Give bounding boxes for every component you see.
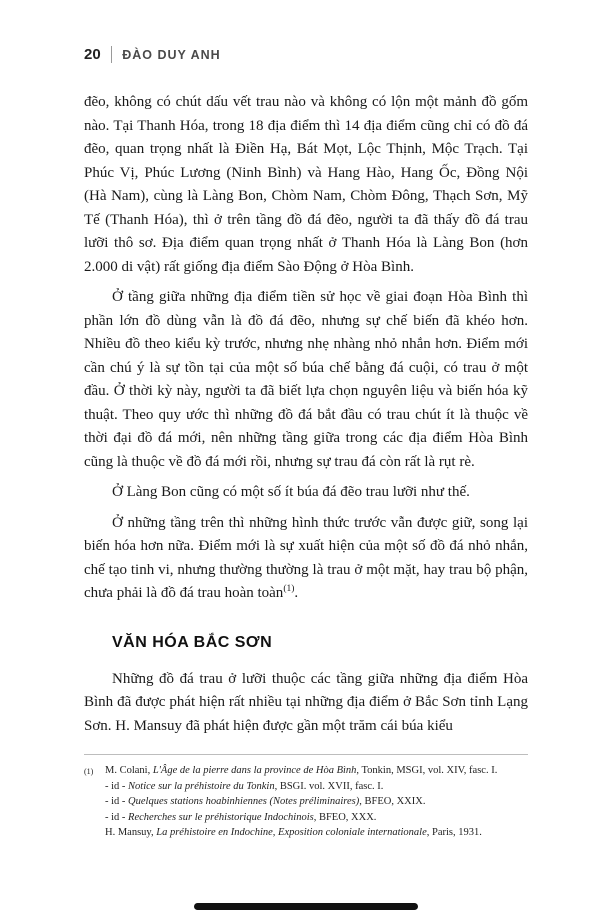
footnote-segment: - id - — [105, 780, 129, 792]
footnote-separator — [84, 754, 528, 755]
footnote-segment: , Tonkin, MSGI, vol. XIV, fasc. I. — [356, 765, 498, 776]
footnote-segment: Quelques stations hoabinhiennes (Notes préliminaires) — [128, 796, 360, 807]
home-indicator[interactable] — [194, 903, 418, 910]
content-column — [84, 46, 528, 841]
footnotes — [84, 763, 528, 841]
paragraph: Ở tầng giữa những địa điểm tiền sử học về giai đoạn Hòa Bình thì phần lớn đồ dùng vẫn là đồ đá đẽo, nhưng sự chế biến đã khéo hơn. Nhiều đồ theo kiểu kỳ trước, nhưng nhẹ nhàng nhỏ nhắn hơn. Điểm mới cần chú ý là sự tồn tại của một số búa chế bằng đá cuội, có trau ở một đầu. Ở thời kỳ này, người ta đã biết lựa chọn nguyên liệu và biến hóa kỹ thuật. Theo quy ước thì những đồ đá bắt đầu có trau chút ít là thuộc về thời đại đồ đá mới, nên những tầng giữa trong các địa điểm Hòa Bình cũng là thuộc về đồ đá mới rồi, nhưng sự trau đá còn rất là rụt rè. — [84, 289, 528, 470]
footnote-segment: Recherches sur le préhistorique Indochinois — [128, 811, 314, 823]
body-text — [84, 91, 528, 738]
footnote-segment: L'Âge de la pierre dans la province de Hòa Bình — [152, 765, 357, 776]
footnote-ref[interactable]: (1) — [283, 584, 295, 594]
footnote-line — [84, 763, 528, 779]
running-header — [84, 46, 528, 63]
paragraph-text: Ở những tầng trên thì những hình thức trước vẫn được giữ, song lại biến hóa hơn nữa. Điểm mới là sự xuất hiện của một số đồ đá nhỏ nhắn, chế tạo tinh vi, nhưng thường thường là trau ở một mặt, hay trau bộ phận, chưa phải là đồ đá trau hoàn toàn — [84, 514, 528, 601]
footnote-segment: , BFEO, XXIX. — [359, 796, 426, 807]
paragraph: Những đồ đá trau ở lưỡi thuộc các tầng giữa những địa điểm Hòa Bình đã được phát hiện rất nhiều tại những địa điểm ở Bắc Sơn tỉnh Lạng Sơn. H. Mansuy đã phát hiện được gần một trăm cái búa kiểu — [84, 670, 528, 734]
section-heading: VĂN HÓA BẮC SƠN — [112, 633, 273, 651]
footnote-segment: - id - — [105, 811, 129, 823]
header-divider — [111, 46, 113, 63]
footnote-marker: (1) — [84, 767, 94, 776]
footnote-segment: La préhistoire en Indochine, Exposition coloniale internationale — [156, 827, 427, 838]
footnote-segment: , Paris, 1931. — [426, 827, 482, 838]
footnote-segment: - id - — [105, 796, 129, 807]
footnote-segment: , BFEO, XXX. — [313, 811, 377, 823]
footnote-segment: Notice sur la préhistoire du Tonkin — [128, 780, 275, 792]
footnote-line — [84, 779, 528, 795]
running-title: ĐÀO DUY ANH — [122, 47, 221, 62]
footnote-segment: M. Colani, — [105, 765, 153, 776]
paragraph — [84, 512, 528, 606]
footnote-line — [84, 794, 528, 810]
footnote-line — [84, 810, 528, 826]
paragraph: đẽo, không có chút dấu vết trau nào và không có lộn một mảnh đồ gốm nào. Tại Thanh Hóa, trong 18 địa điểm thì 14 địa điểm cũng chỉ có đồ đá đẽo, quan trọng nhất là Điền Hạ, Bát Mọt, Lộc Thịnh, Mộc Trạch. Tại Phúc Vị, Phúc Lương (Ninh Bình) và Hang Hào, Hang Ốc, Đồng Nội (Hà Nam), cùng là Làng Bon, Chòm Nam, Chòm Đông, Thạch Sơn, Mỹ Tế (Thanh Hóa), thì ở trên tầng đồ đá đẽo, người ta đã thấy đồ đá trau lưỡi thô sơ. Địa điểm quan trọng nhất ở Thanh Hóa là Làng Bon (hơn 2.000 di vật) rất giống địa điểm Sào Động ở Hòa Bình. — [84, 94, 528, 275]
footnote-segment: , BSGI. vol. XVII, fasc. I. — [274, 780, 384, 792]
page-number: 20 — [84, 46, 101, 63]
footnote-line — [84, 825, 528, 841]
footnote-segment: H. Mansuy, — [105, 827, 157, 838]
paragraph-text: . — [294, 585, 299, 601]
paragraph: Ở Làng Bon cũng có một số ít búa đá đẽo trau lưỡi như thế. — [112, 484, 470, 500]
